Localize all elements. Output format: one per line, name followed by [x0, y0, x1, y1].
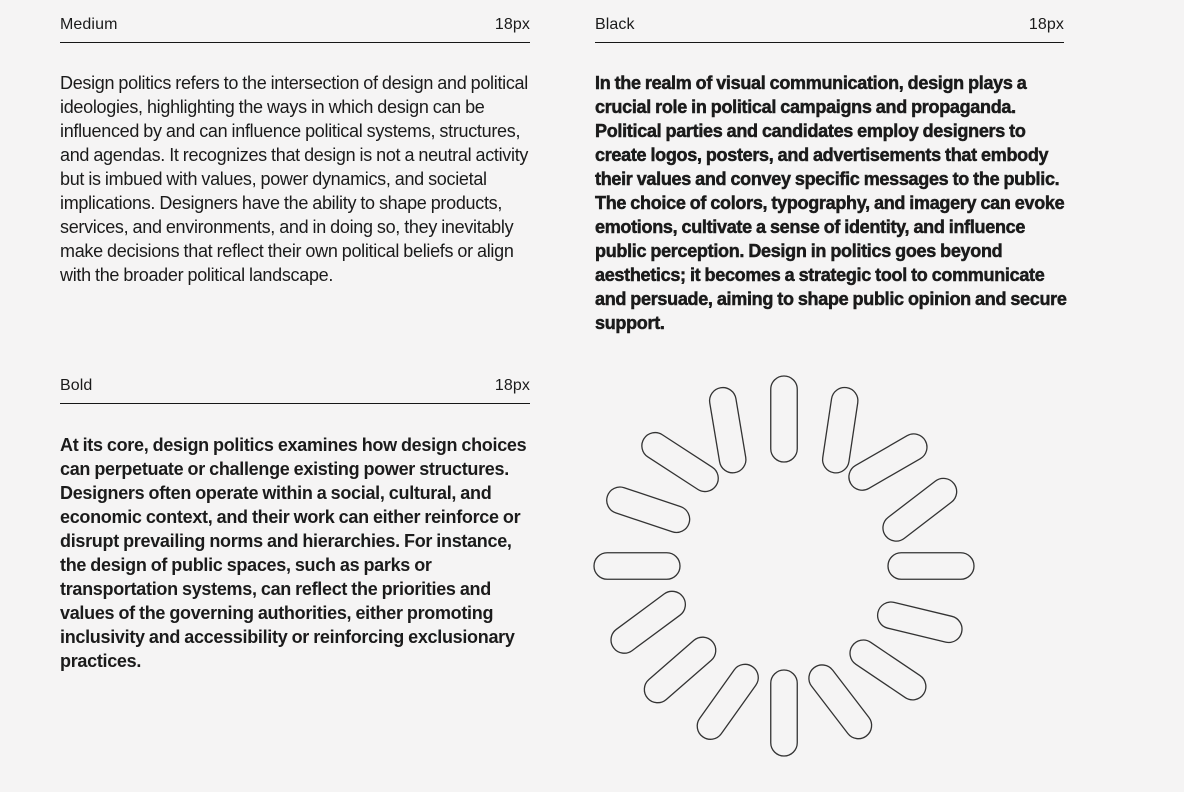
weight-label-medium: Medium — [60, 16, 118, 33]
sunburst-ray — [888, 553, 974, 580]
weight-label-bold: Bold — [60, 377, 93, 394]
sunburst-ray — [594, 553, 680, 580]
medium-sample-paragraph: Design politics refers to the intersection of design and political ideologies, highlighting the ways in which design can be influenced by and can influence political systems, structures, and agendas. It recognizes that design is not a neutral activity but is imbued with values, power dynamics, and societal implications. Designers have the ability to shape products, services, and environments, and in doing so, they inevitably make decisions that reflect their own political beliefs or align with the broader political landscape. — [60, 73, 529, 285]
sunburst-ray — [639, 632, 721, 708]
sunburst-ray — [844, 429, 932, 495]
size-label-black: 18px — [1028, 16, 1064, 33]
sunburst-ray — [771, 670, 798, 756]
size-label-medium: 18px — [494, 16, 530, 33]
weight-label-black: Black — [595, 16, 635, 33]
bold-specimen-header — [60, 375, 530, 404]
sunburst-icon — [584, 366, 984, 766]
medium-specimen-header — [60, 14, 530, 43]
sunburst-ray — [875, 599, 965, 645]
sunburst-ray — [606, 586, 691, 658]
bold-sample-paragraph: At its core, design politics examines how design choices can perpetuate or challenge existing power structures. Designers often operate within a social, cultural, and economic context, and their work can either reinforce or disrupt prevailing norms and hierarchies. For instance, the design of public spaces, such as parks or transportation systems, can reflect the priorities and values of the governing authorities, either promoting inclusivity and accessibility or reinforcing exclusionary practices. — [60, 435, 527, 671]
size-label-bold: 18px — [494, 377, 530, 394]
sunburst-ray — [878, 473, 962, 546]
sunburst-ray — [821, 386, 860, 475]
sunburst-shape — [584, 366, 984, 766]
black-specimen-header — [595, 14, 1064, 43]
sunburst-ray — [603, 484, 693, 536]
sunburst-ray — [692, 659, 764, 744]
sunburst-ray — [771, 376, 798, 462]
sunburst-ray — [804, 660, 877, 744]
black-sample-paragraph: In the realm of visual communication, design plays a crucial role in political campaigns and propaganda. Political parties and candidates employ designers to create logos, posters, and advertisements that embody their values and convey specific messages to the public. The choice of colors, typography, and imagery can evoke emotions, cultivate a sense of identity, and influence public perception. Design in politics goes beyond aesthetics; it becomes a strategic tool to communicate and persuade, aiming to shape public opinion and secure support. — [595, 73, 1067, 333]
sunburst-ray — [637, 428, 724, 497]
sunburst-ray — [708, 386, 748, 475]
sunburst-ray — [845, 635, 931, 705]
